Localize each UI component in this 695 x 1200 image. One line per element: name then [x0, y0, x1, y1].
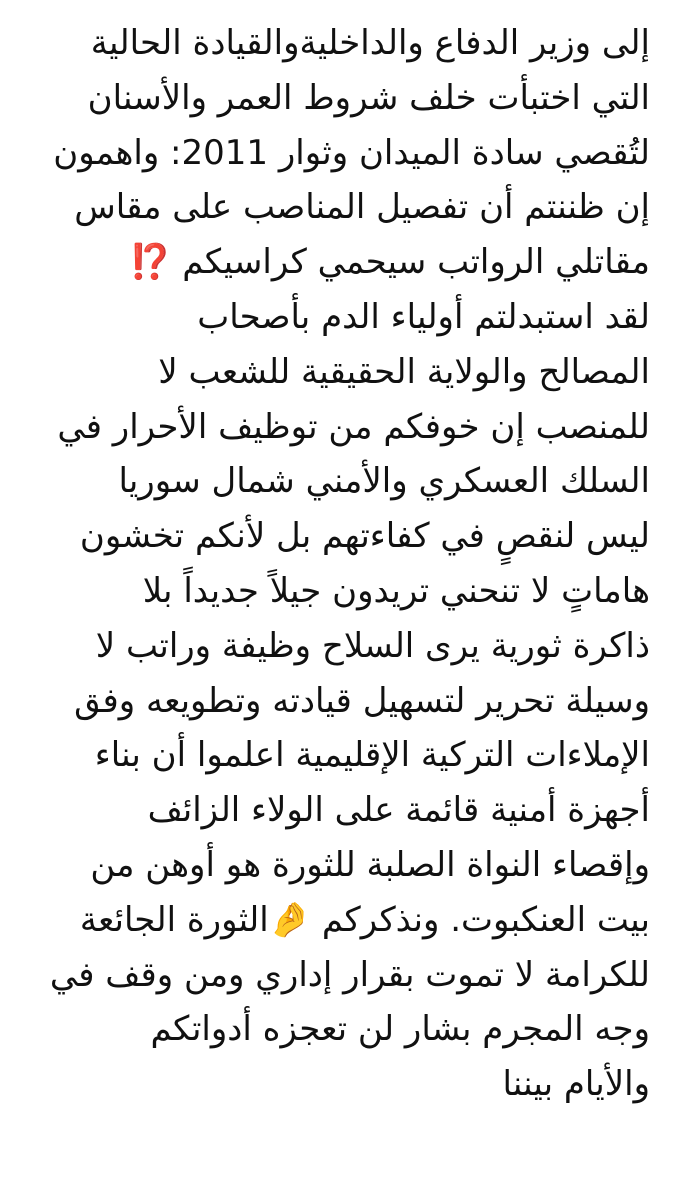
text-line-17-end: الثورة الجائعة [79, 899, 269, 940]
text-line-19: وجه المجرم بشار لن تعجزه أدواتكم [150, 1009, 650, 1050]
text-line-17 [30, 893, 650, 948]
post-body-text [30, 16, 650, 1112]
text-line-5 [30, 235, 650, 290]
text-line-9: السلك العسكري والأمني شمال سوريا [118, 461, 650, 502]
text-line-15: أجهزة أمنية قائمة على الولاء الزائف [147, 790, 650, 831]
text-line-8: للمنصب إن خوفكم من توظيف الأحرار في [57, 406, 650, 447]
text-line-20: والأيام بيننا [502, 1064, 650, 1105]
text-line-5-words: مقاتلي الرواتب سيحمي كراسيكم [182, 242, 650, 283]
text-line-3: لتُقصي سادة الميدان وثوار 2011: واهمون [53, 132, 650, 173]
text-line-12: ذاكرة ثورية يرى السلاح وظيفة وراتب لا [95, 625, 650, 666]
text-line-7: المصالح والولاية الحقيقية للشعب لا [158, 351, 650, 392]
text-line-16: وإقصاء النواة الصلبة للثورة هو أوهن من [90, 844, 650, 885]
pinching-hand-icon: 🤌 [268, 899, 312, 940]
text-line-1: إلى وزير الدفاع والداخليةوالقيادة الحالية [90, 23, 650, 63]
text-line-17-start: بيت العنكبوت. ونذكركم [321, 899, 650, 940]
text-line-14: الإملاءات التركية الإقليمية اعلموا أن بناء [94, 735, 650, 776]
text-line-4: إن ظننتم أن تفصيل المناصب على مقاس [74, 187, 650, 228]
text-line-6: لقد استبدلتم أولياء الدم بأصحاب [197, 296, 650, 337]
text-line-13: وسيلة تحرير لتسهيل قيادته وتطويعه وفق [74, 680, 650, 721]
text-line-11: هاماتٍ لا تنحني تريدون جيلاً جديداً بلا [142, 570, 650, 611]
interrobang-icon: ⁉️ [129, 242, 172, 283]
text-line-18: للكرامة لا تموت بقرار إداري ومن وقف في [49, 954, 650, 995]
text-line-10: ليس لنقصٍ في كفاءتهم بل لأنكم تخشون [79, 516, 650, 557]
text-line-2: التي اختبأت خلف شروط العمر والأسنان [87, 77, 650, 118]
